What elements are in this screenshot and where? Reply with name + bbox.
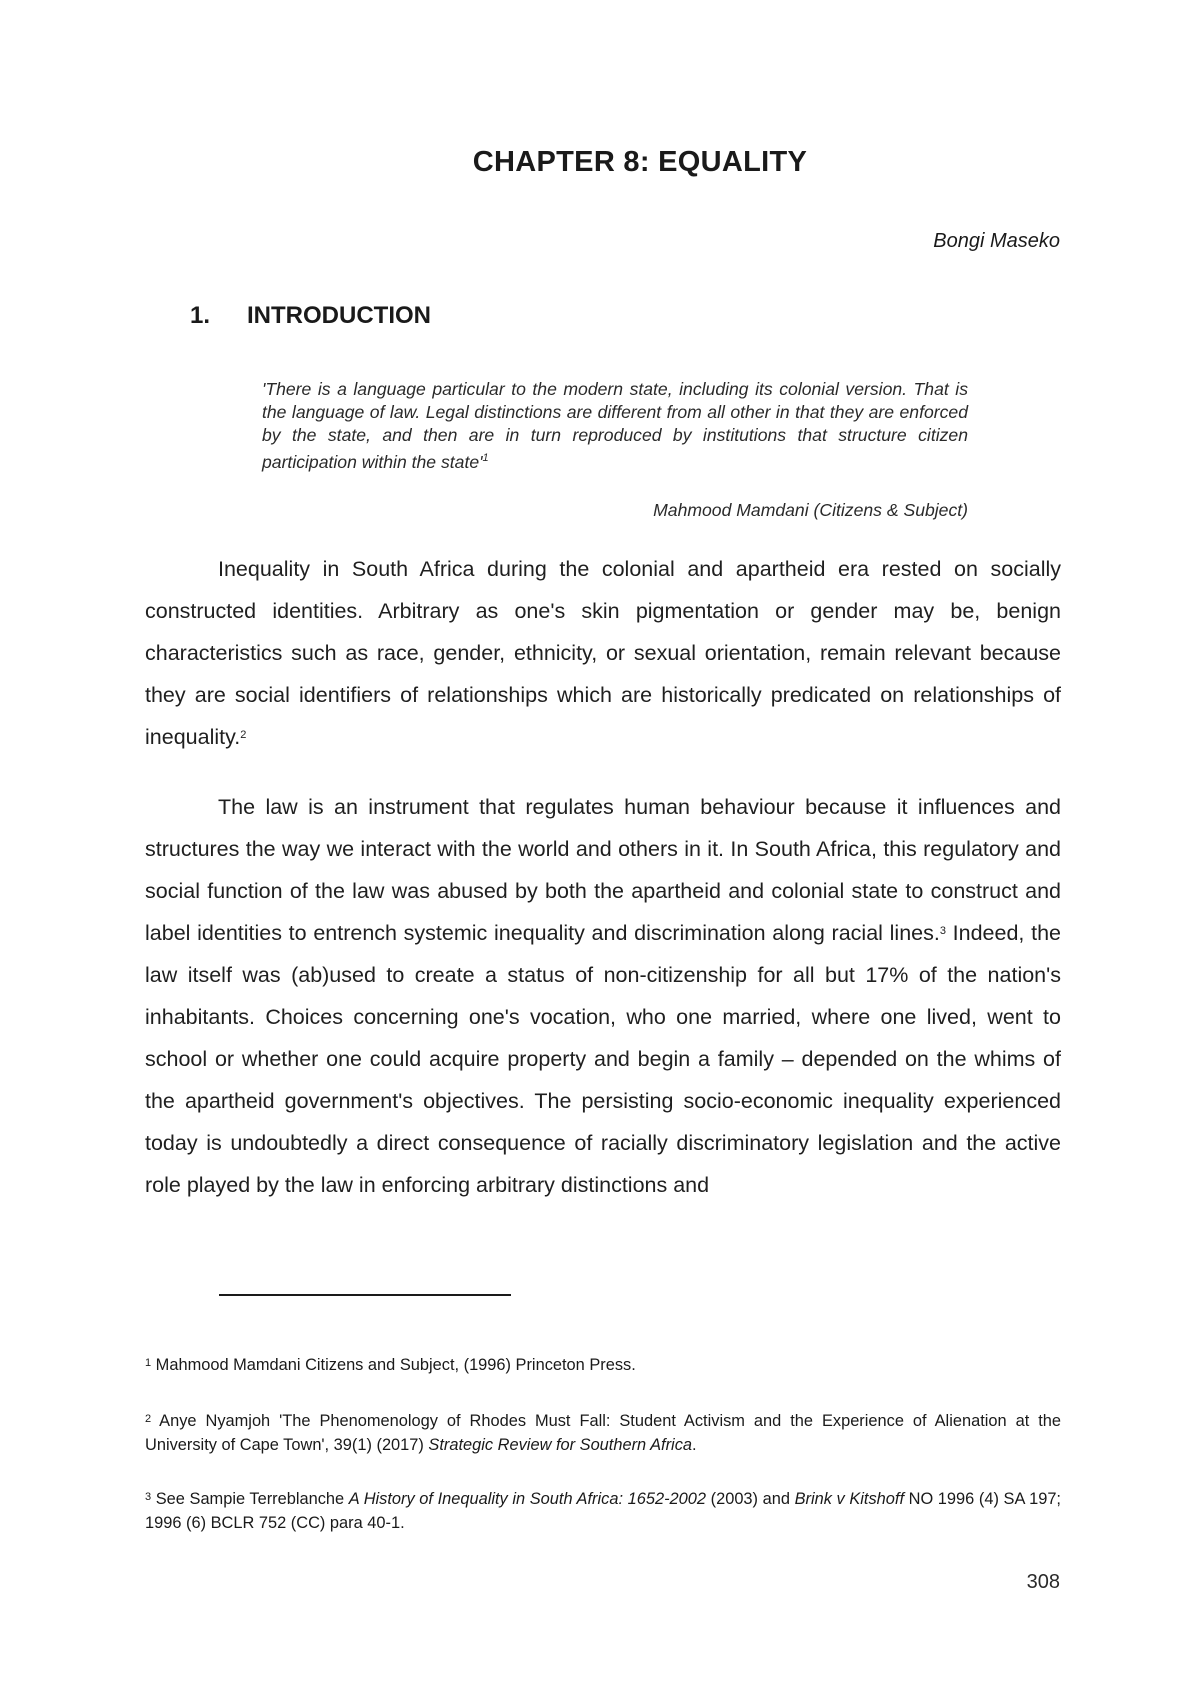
- epigraph-attribution: Mahmood Mamdani (Citizens & Subject): [653, 500, 968, 520]
- section-number: 1.: [190, 302, 211, 329]
- footnote-text: Anye Nyamjoh 'The Phenomenology of Rhodes Must Fall: Student Activism and the Experience of Alienation at the University of Cape Town', 39(1) (2017): [145, 1412, 1061, 1454]
- epigraph-quote: [262, 378, 968, 474]
- paragraph-text: Indeed, the law itself was (ab)used to create a status of non-citizenship for all but 17% of the nation's inhabitants. Choices concerning one's vocation, who one married, where one lived, went to school or whether one could acquire property and begin a family – depended on the whims of the apartheid government's objectives. The persisting socio-economic inequality experienced today is undoubtedly a direct consequence of racially discriminatory legislation and the active role played by the law in enforcing arbitrary distinctions and: [145, 921, 1061, 1197]
- chapter-title: CHAPTER 8: EQUALITY: [472, 146, 808, 178]
- body-paragraph: [145, 548, 1061, 758]
- footnote-italic-title: Strategic Review for Southern Africa: [428, 1436, 693, 1454]
- footnote-text: NO 1996 (4) SA 197; 1996 (6) BCLR 752 (CC) para 40-1.: [145, 1490, 1061, 1532]
- footnote-separator: [219, 1294, 511, 1296]
- author-name: Bongi Maseko: [933, 230, 1060, 252]
- footnote: [145, 1487, 1061, 1535]
- footnote-text: Mahmood Mamdani Citizens and Subject, (1996) Princeton Press.: [151, 1356, 636, 1374]
- footnote-text: (2003) and: [706, 1490, 795, 1508]
- footnote-italic-case: Brink v Kitshoff: [794, 1490, 904, 1508]
- paragraph-text: Inequality in South Africa during the colonial and apartheid era rested on socially constructed identities. Arbitrary as one's skin pigmentation or gender may be, benign characteristics such as race, gender, ethnicity, or sexual orientation, remain relevant because they are social identifiers of relationships which are historically predicated on relationships of inequality.: [145, 557, 1061, 749]
- paragraph-text: The law is an instrument that regulates human behaviour because it influences and structures the way we interact with the world and others in it. In South Africa, this regulatory and social function of the law was abused by both the apartheid and colonial state to construct and label identities to entrench systemic inequality and discrimination along racial lines.: [145, 795, 1061, 945]
- footnote-ref-1[interactable]: 1: [482, 452, 489, 464]
- footnote-italic-title: A History of Inequality in South Africa: 1652-2002: [348, 1490, 707, 1508]
- footnote-ref-2[interactable]: 2: [240, 729, 247, 741]
- footnote-text: .: [692, 1436, 697, 1454]
- footnote-text: See Sampie Terreblanche: [151, 1490, 349, 1508]
- footnote-number: 2: [145, 1413, 152, 1425]
- footnote: [145, 1409, 1061, 1457]
- section-heading: [190, 302, 431, 330]
- footnote-number: 3: [145, 1491, 152, 1503]
- footnote: [145, 1353, 1061, 1377]
- section-title: INTRODUCTION: [247, 302, 431, 329]
- footnote-ref-3[interactable]: 3: [939, 925, 946, 937]
- body-paragraph: [145, 786, 1061, 1206]
- page-number: 308: [1026, 1571, 1060, 1593]
- epigraph-text: 'There is a language particular to the modern state, including its colonial version. That is the language of law. Legal distinctions are different from all other in that they are enforced by the state, and then are in turn reproduced by institutions that structure citizen participation within the state': [262, 379, 968, 472]
- footnote-number: 1: [145, 1357, 152, 1369]
